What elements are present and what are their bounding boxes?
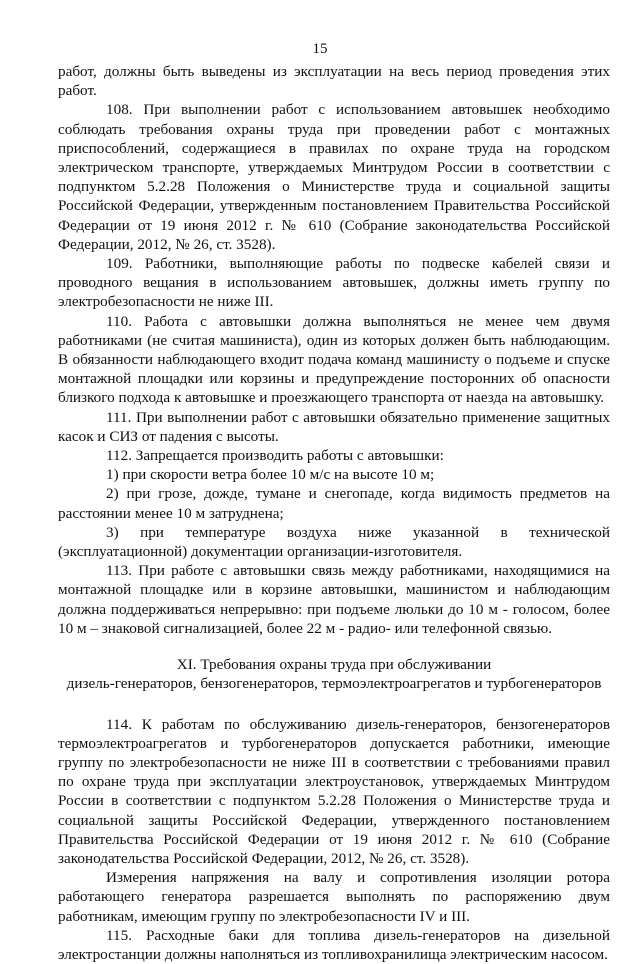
section-heading-line-1: XI. Требования охраны труда при обслуживании bbox=[176, 656, 492, 674]
paragraph-114: 114. К работам по обслуживанию дизель-генераторов, бензогенераторов термоэлектроагрегатов и турбогенераторов допускается работники, имеющие группу по электробезопасности не ниже III в соответствии с требованиями правил по охране труда при эксплуатации электроустановок, утверждаемых Минтрудом России в соответствии с подпунктом 5.2.28 Положения о Министерстве труда и социальной защиты Российской Федерации, утвержденного постановлением Правительства Российской Федерации от 19 июня 2012 г. № 610 (Собрание законодательства Российской Федерации, 2012, № 26, ст. 3528). bbox=[58, 715, 610, 867]
document-body bbox=[58, 62, 610, 964]
paragraph-continuation: работ, должны быть выведены из эксплуатации на весь период проведения этих работ. bbox=[58, 63, 610, 100]
list-item-1: 1) при скорости ветра более 10 м/с на высоте 10 м; bbox=[106, 466, 435, 484]
page-number: 15 bbox=[312, 41, 328, 57]
paragraph-113: 113. При работе с автовышки связь между работниками, находящимися на монтажной площадке или в корзине автовышки, машинистом и наблюдающим должна поддерживаться непрерывно: при подъеме люльки до 10 м - голосом, более 10 м – знаковой сигнализацией, более 22 м - радио- или телефонной связью. bbox=[58, 562, 610, 637]
paragraph-109: 109. Работники, выполняющие работы по подвеске кабелей связи и проводного вещания в использованием автовышек, должны иметь группу по электробезопасности не ниже III. bbox=[58, 255, 610, 311]
section-heading-line-2: дизель-генераторов, бензогенераторов, термоэлектроагрегатов и турбогенераторов bbox=[66, 675, 602, 693]
paragraph-112: 112. Запрещается производить работы с автовышки: bbox=[106, 447, 444, 465]
paragraph-108: 108. При выполнении работ с использованием автовышек необходимо соблюдать требования охраны труда при проведении работ с монтажных приспособлений, содержащиеся в правилах по охране труда на городском электрическом транспорте, утверждаемых Минтрудом России в соответствии с подпунктом 5.2.28 Положения о Министерстве труда и социальной защиты Российской Федерации, утвержденным постановлением Правительства Российской Федерации от 19 июня 2012 г. № 610 (Собрание законодательства Российской Федерации, 2012, № 26, ст. 3528). bbox=[58, 101, 610, 253]
paragraph-111: 111. При выполнении работ с автовышки обязательно применение защитных касок и СИЗ от падения с высоты. bbox=[58, 408, 610, 445]
paragraph-110: 110. Работа с автовышки должна выполняться не менее чем двумя работниками (не считая машиниста), один из которых должен быть наблюдающим. В обязанности наблюдающего входит подача команд машинисту о подъеме и спуске монтажной площадки или корзины и предупреждение посторонних об опасности близкого подхода к автовышке и проезжающего транспорта от наезда на автовышку. bbox=[58, 312, 610, 407]
paragraph-measurements: Измерения напряжения на валу и сопротивления изоляции ротора работающего генератора разрешается выполнять по распоряжению двум работникам, имеющим группу по электробезопасности IV и III. bbox=[58, 869, 610, 925]
list-item-3: 3) при температуре воздуха ниже указанной в технической (эксплуатационной) документации организации-изготовителя. bbox=[58, 523, 610, 561]
paragraph-115: 115. Расходные баки для топлива дизель-генераторов на дизельной электростанции должны наполняться из топливохранилища электрическим насосом. bbox=[58, 926, 610, 963]
list-item-2: 2) при грозе, дожде, тумане и снегопаде, когда видимость предметов на расстоянии менее 10 м затруднена; bbox=[58, 485, 610, 522]
